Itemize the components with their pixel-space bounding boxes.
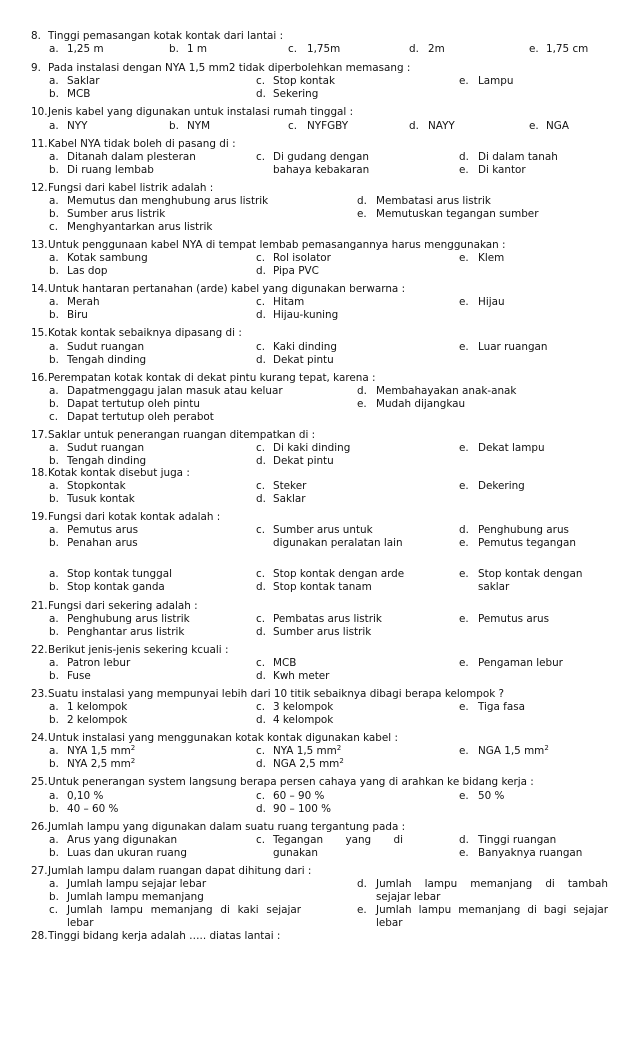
option-letter: e. <box>357 398 367 410</box>
option-letter: a. <box>49 745 59 757</box>
option-a: Kotak sambung <box>67 252 148 264</box>
option-c: Dapat tertutup oleh perabot <box>67 411 214 423</box>
word: di <box>220 904 230 916</box>
option-c: Stop kontak <box>273 75 335 87</box>
question-text: Jenis kabel yang digunakan untuk instalasi rumah tinggal : <box>48 106 354 118</box>
option-letter: a. <box>49 120 59 132</box>
option-letter: d. <box>256 265 266 277</box>
option-letter: c. <box>256 151 266 163</box>
option-b: Tusuk kontak <box>67 493 135 505</box>
option-letter: e. <box>459 252 469 264</box>
option-b: Biru <box>67 309 88 321</box>
question-text: Tinggi pemasangan kotak kontak dari lantai : <box>48 30 284 42</box>
option-d: NAYY <box>428 120 455 132</box>
option-b: Stop kontak ganda <box>67 581 165 593</box>
option-letter: d. <box>256 455 266 467</box>
option-letter: a. <box>49 524 59 536</box>
question-number: 12. <box>31 182 48 194</box>
option-letter: b. <box>49 455 59 467</box>
option-letter: a. <box>49 701 59 713</box>
word: Jumlah <box>376 878 412 890</box>
option-letter: c. <box>256 745 266 757</box>
option-c: Steker <box>273 480 307 492</box>
option-d <box>273 758 344 771</box>
option-d: Kwh meter <box>273 670 330 682</box>
question-text: Berikut jenis-jenis sekering kcuali : <box>48 644 229 656</box>
question-number: 18. <box>31 467 48 479</box>
question-text: Jumlah lampu dalam ruangan dapat dihitung dari : <box>48 865 312 877</box>
option-letter: c. <box>256 252 266 264</box>
option-a <box>67 745 135 758</box>
option-letter: b. <box>49 309 59 321</box>
option-c2: lebar <box>67 917 94 929</box>
option-letter: e. <box>357 208 367 220</box>
option-c1-justified <box>273 834 403 847</box>
option-letter: a. <box>49 296 59 308</box>
option-a: Sudut ruangan <box>67 341 145 353</box>
option-a: Penghubung arus listrik <box>67 613 190 625</box>
option-e: Pemutus arus <box>478 613 550 625</box>
option-c: Di kaki dinding <box>273 442 351 454</box>
option-d: Stop kontak tanam <box>273 581 372 593</box>
question-number: 15. <box>31 327 48 339</box>
option-d: Sumber arus listrik <box>273 626 372 638</box>
option-b: 40 – 60 % <box>67 803 119 815</box>
option-letter: a. <box>49 442 59 454</box>
option-b: Di ruang lembab <box>67 164 154 176</box>
option-letter: e. <box>459 75 469 87</box>
option-e: 1,75 cm <box>546 43 589 55</box>
option-text: NYA 1,5 mm <box>67 745 131 757</box>
question-number: 27. <box>31 865 48 877</box>
question-text: Kotak kontak disebut juga : <box>48 467 190 479</box>
question-number: 28. <box>31 930 48 942</box>
option-e1-justified <box>376 904 608 917</box>
question-text: Saklar untuk penerangan ruangan ditempatkan di : <box>48 429 316 441</box>
question-number: 13. <box>31 239 48 251</box>
option-letter: e. <box>459 341 469 353</box>
question-text: Untuk instalasi yang menggunakan kotak kontak digunakan kabel : <box>48 732 398 744</box>
word: memanjang <box>150 904 213 916</box>
option-letter: c. <box>256 568 266 580</box>
question-text: Kotak kontak sebaiknya dipasang di : <box>48 327 242 339</box>
option-b: NYM <box>187 120 211 132</box>
option-c: 1,75m <box>307 43 341 55</box>
question-number: 26. <box>31 821 48 833</box>
option-letter: e. <box>529 120 539 132</box>
option-letter: a. <box>49 568 59 580</box>
word: sejajar <box>266 904 301 916</box>
option-letter: c. <box>256 296 266 308</box>
option-c: 60 – 90 % <box>273 790 325 802</box>
option-c: MCB <box>273 657 297 669</box>
option-c2: gunakan <box>273 847 318 859</box>
option-letter: a. <box>49 75 59 87</box>
option-letter: e. <box>459 442 469 454</box>
option-e: Klem <box>478 252 505 264</box>
option-letter: c. <box>49 904 59 916</box>
option-letter: b. <box>49 891 59 903</box>
option-e: Luar ruangan <box>478 341 548 353</box>
option-b: Dapat tertutup oleh pintu <box>67 398 200 410</box>
option-letter: c. <box>256 341 266 353</box>
option-text: NGA 1,5 mm <box>478 745 545 757</box>
option-letter: a. <box>49 151 59 163</box>
word: di <box>545 878 555 890</box>
option-e: 50 % <box>478 790 505 802</box>
option-a: Jumlah lampu sejajar lebar <box>67 878 207 890</box>
option-letter: e. <box>357 904 367 916</box>
option-letter: d. <box>459 524 469 536</box>
superscript: 2 <box>130 757 136 765</box>
option-letter: d. <box>409 120 419 132</box>
option-b: Penghantar arus listrik <box>67 626 185 638</box>
option-d: Penghubung arus <box>478 524 569 536</box>
option-letter: d. <box>409 43 419 55</box>
option-b: 1 m <box>187 43 208 55</box>
question-number: 8. <box>31 30 41 42</box>
option-e2: lebar <box>376 917 403 929</box>
option-letter: c. <box>256 701 266 713</box>
option-e: Hijau <box>478 296 505 308</box>
option-letter: b. <box>49 803 59 815</box>
word: lampu <box>110 904 143 916</box>
option-a: Stop kontak tunggal <box>67 568 172 580</box>
option-letter: a. <box>49 195 59 207</box>
option-b <box>67 758 135 771</box>
word: lampu <box>418 904 452 916</box>
word: yang <box>345 834 372 846</box>
question-text: Pada instalasi dengan NYA 1,5 mm2 tidak diperbolehkan memasang : <box>48 62 411 74</box>
option-a: Stopkontak <box>67 480 126 492</box>
option-letter: c. <box>49 411 59 423</box>
option-letter: c. <box>256 480 266 492</box>
option-letter: b. <box>49 847 59 859</box>
option-e: Mudah dijangkau <box>376 398 466 410</box>
option-d: Tinggi ruangan <box>478 834 557 846</box>
option-d1-justified <box>376 878 608 891</box>
option-b: Las dop <box>67 265 108 277</box>
option-c: Stop kontak dengan arde <box>273 568 405 580</box>
option-letter: d. <box>357 878 367 890</box>
question-number: 11. <box>31 138 48 150</box>
question-number: 22. <box>31 644 48 656</box>
option-a: Memutus dan menghubung arus listrik <box>67 195 269 207</box>
option-letter: d. <box>256 626 266 638</box>
option-e1: Stop kontak dengan <box>478 568 583 580</box>
option-letter: a. <box>49 878 59 890</box>
word: memanjang <box>458 904 521 916</box>
option-letter: b. <box>49 164 59 176</box>
option-a: Dapatmenggagu jalan masuk atau keluar <box>67 385 283 397</box>
option-d: Membahayakan anak-anak <box>376 385 517 397</box>
option-letter: b. <box>49 714 59 726</box>
option-c <box>273 745 341 758</box>
option-d: Di dalam tanah <box>478 151 558 163</box>
option-a: 0,10 % <box>67 790 104 802</box>
superscript: 2 <box>544 744 549 752</box>
question-number: 10. <box>31 106 48 118</box>
question-text: Fungsi dari sekering adalah : <box>48 600 198 612</box>
option-letter: e. <box>459 701 469 713</box>
option-c2: digunakan peralatan lain <box>273 537 403 549</box>
option-letter: d. <box>256 354 266 366</box>
question-text: Perempatan kotak kontak di dekat pintu kurang tepat, karena : <box>48 372 376 384</box>
option-letter: e. <box>459 847 469 859</box>
question-number: 14. <box>31 283 48 295</box>
option-c: Hitam <box>273 296 305 308</box>
word: lampu <box>424 878 458 890</box>
option-letter: d. <box>256 670 266 682</box>
option-letter: d. <box>256 309 266 321</box>
option-e: Di kantor <box>478 164 526 176</box>
option-letter: b. <box>49 88 59 100</box>
option-letter: d. <box>256 493 266 505</box>
question-number: 16. <box>31 372 48 384</box>
word: sejajar <box>573 904 608 916</box>
option-letter: d. <box>256 581 266 593</box>
option-d: Hijau-kuning <box>273 309 339 321</box>
option-a: Arus yang digunakan <box>67 834 178 846</box>
option-c: Menghyantarkan arus listrik <box>67 221 213 233</box>
option-letter: b. <box>49 626 59 638</box>
question-number: 9. <box>31 62 41 74</box>
word: memanjang <box>470 878 533 890</box>
option-d2: sejajar lebar <box>376 891 441 903</box>
option-letter: c. <box>256 790 266 802</box>
option-a: Ditanah dalam plesteran <box>67 151 196 163</box>
option-letter: b. <box>49 670 59 682</box>
option-letter: b. <box>49 354 59 366</box>
option-b: Sumber arus listrik <box>67 208 166 220</box>
option-letter: b. <box>49 493 59 505</box>
option-letter: e. <box>459 745 469 757</box>
option-letter: e. <box>459 790 469 802</box>
option-letter: c. <box>256 613 266 625</box>
option-e: Pemutus tegangan <box>478 537 576 549</box>
option-a: Merah <box>67 296 100 308</box>
question-text: Untuk hantaran pertanahan (arde) kabel yang digunakan berwarna : <box>48 283 406 295</box>
option-letter: e. <box>459 296 469 308</box>
option-letter: a. <box>49 341 59 353</box>
option-e: Dekat lampu <box>478 442 545 454</box>
question-text: Fungsi dari kotak kontak adalah : <box>48 511 221 523</box>
option-d: Pipa PVC <box>273 265 319 277</box>
option-b: Fuse <box>67 670 91 682</box>
option-letter: e. <box>459 164 469 176</box>
option-letter: e. <box>459 537 469 549</box>
option-letter: d. <box>256 714 266 726</box>
option-letter: c. <box>256 657 266 669</box>
option-letter: a. <box>49 252 59 264</box>
superscript: 2 <box>336 744 342 752</box>
superscript: 2 <box>130 744 136 752</box>
option-c: Kaki dinding <box>273 341 337 353</box>
option-text: NYA 2,5 mm <box>67 758 131 770</box>
word: tambah <box>567 878 608 890</box>
word: Tegangan <box>273 834 324 846</box>
option-letter: c. <box>49 221 59 233</box>
option-letter: b. <box>49 537 59 549</box>
question-text: Untuk penerangan system langsung berapa persen cahaya yang di arahkan ke bidang kerja : <box>48 776 534 788</box>
option-d: Membatasi arus listrik <box>376 195 491 207</box>
word: Jumlah <box>67 904 103 916</box>
question-number: 21. <box>31 600 48 612</box>
option-letter: b. <box>49 398 59 410</box>
option-letter: b. <box>169 120 179 132</box>
option-letter: a. <box>49 834 59 846</box>
option-letter: b. <box>49 581 59 593</box>
superscript: 2 <box>339 757 344 765</box>
option-e <box>478 745 549 758</box>
option-b: Penahan arus <box>67 537 138 549</box>
option-letter: c. <box>288 43 298 55</box>
question-text: Jumlah lampu yang digunakan dalam suatu ruang tergantung pada : <box>48 821 406 833</box>
option-letter: c. <box>256 524 266 536</box>
option-e: Tiga fasa <box>478 701 525 713</box>
question-number: 25. <box>31 776 48 788</box>
option-a: Saklar <box>67 75 100 87</box>
option-letter: d. <box>256 88 266 100</box>
option-letter: b. <box>169 43 179 55</box>
option-letter: d. <box>256 803 266 815</box>
option-c: 3 kelompok <box>273 701 334 713</box>
option-d: 90 – 100 % <box>273 803 332 815</box>
option-letter: c. <box>288 120 298 132</box>
option-letter: e. <box>529 43 539 55</box>
option-a: Sudut ruangan <box>67 442 145 454</box>
option-c: Pembatas arus listrik <box>273 613 382 625</box>
option-e: Dekering <box>478 480 525 492</box>
option-e: NGA <box>546 120 569 132</box>
option-a: Patron lebur <box>67 657 131 669</box>
option-e: Lampu <box>478 75 514 87</box>
option-b: Luas dan ukuran ruang <box>67 847 187 859</box>
question-text: Kabel NYA tidak boleh di pasang di : <box>48 138 236 150</box>
question-text: Tinggi bidang kerja adalah ….. diatas lantai : <box>48 930 281 942</box>
option-letter: a. <box>49 385 59 397</box>
option-letter: d. <box>357 385 367 397</box>
option-a: 1 kelompok <box>67 701 128 713</box>
option-c1: Sumber arus untuk <box>273 524 373 536</box>
option-b: Tengah dinding <box>67 455 147 467</box>
option-d: Saklar <box>273 493 306 505</box>
question-number: 23. <box>31 688 48 700</box>
option-a: Pemutus arus <box>67 524 139 536</box>
option-letter: a. <box>49 480 59 492</box>
option-d: Dekat pintu <box>273 354 334 366</box>
word: di <box>393 834 403 846</box>
word: kaki <box>237 904 259 916</box>
option-b: MCB <box>67 88 91 100</box>
option-c1: Di gudang dengan <box>273 151 369 163</box>
option-e: Banyaknya ruangan <box>478 847 583 859</box>
option-b: 2 kelompok <box>67 714 128 726</box>
option-letter: d. <box>459 834 469 846</box>
option-letter: b. <box>49 758 59 770</box>
option-c2: bahaya kebakaran <box>273 164 370 176</box>
option-letter: c. <box>256 834 266 846</box>
option-letter: e. <box>459 480 469 492</box>
option-d: Dekat pintu <box>273 455 334 467</box>
option-letter: b. <box>49 208 59 220</box>
option-d: 2m <box>428 43 445 55</box>
option-letter: d. <box>357 195 367 207</box>
question-text: Untuk penggunaan kabel NYA di tempat lembab pemasangannya harus menggunakan : <box>48 239 506 251</box>
option-c: NYFGBY <box>307 120 349 132</box>
option-text: NGA 2,5 mm <box>273 758 340 770</box>
question-number: 24. <box>31 732 48 744</box>
option-a: NYY <box>67 120 88 132</box>
option-d: Sekering <box>273 88 319 100</box>
option-letter: d. <box>459 151 469 163</box>
option-letter: a. <box>49 657 59 669</box>
option-d: 4 kelompok <box>273 714 334 726</box>
question-text: Suatu instalasi yang mempunyai lebih dari 10 titik sebaiknya dibagi berapa kelompok ? <box>48 688 505 700</box>
option-letter: e. <box>459 613 469 625</box>
word: bagi <box>543 904 567 916</box>
option-letter: a. <box>49 790 59 802</box>
option-text: NYA 1,5 mm <box>273 745 337 757</box>
option-letter: a. <box>49 613 59 625</box>
question-number: 17. <box>31 429 48 441</box>
question-number: 19. <box>31 511 48 523</box>
option-letter: c. <box>256 442 266 454</box>
option-c: Rol isolator <box>273 252 331 264</box>
word: Jumlah <box>376 904 412 916</box>
option-letter: d. <box>256 758 266 770</box>
option-b: Jumlah lampu memanjang <box>67 891 204 903</box>
option-letter: a. <box>49 43 59 55</box>
option-e: Memutuskan tegangan sumber <box>376 208 539 220</box>
option-letter: e. <box>459 657 469 669</box>
option-letter: c. <box>256 75 266 87</box>
word: di <box>527 904 537 916</box>
option-a: 1,25 m <box>67 43 104 55</box>
option-letter: b. <box>49 265 59 277</box>
question-text: Fungsi dari kabel listrik adalah : <box>48 182 214 194</box>
option-e: Pengaman lebur <box>478 657 563 669</box>
option-letter: e. <box>459 568 469 580</box>
option-c1-justified <box>67 904 301 917</box>
option-b: Tengah dinding <box>67 354 147 366</box>
option-e2: saklar <box>478 581 510 593</box>
